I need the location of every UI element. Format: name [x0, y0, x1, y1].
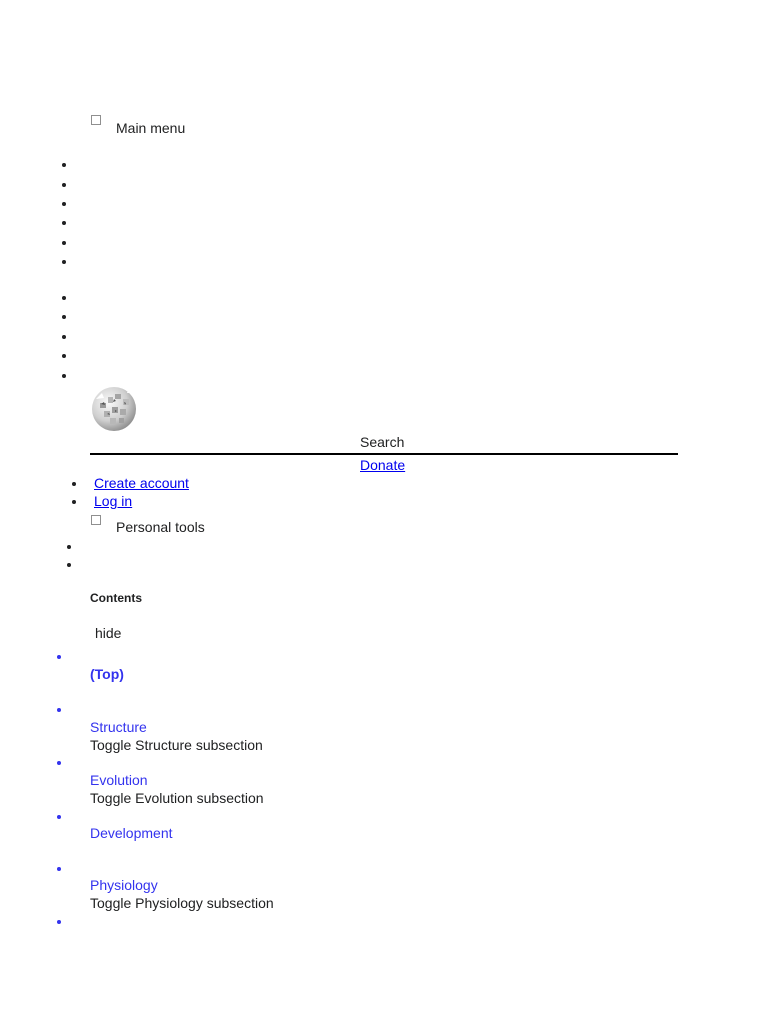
main-menu-list-item [62, 296, 66, 300]
toc-toggle-evolution[interactable]: Toggle Evolution subsection [90, 790, 264, 806]
main-menu-list-item [62, 241, 66, 245]
main-menu-list-item [62, 202, 66, 206]
toc-bullet [57, 708, 61, 712]
toc-item-development[interactable]: Development [90, 825, 173, 841]
toc-bullet [57, 815, 61, 819]
personal-tools-list-item [67, 563, 71, 567]
main-menu-list-item [62, 374, 66, 378]
search-label[interactable]: Search [360, 434, 405, 450]
main-menu-list-item [62, 354, 66, 358]
contents-heading: Contents [90, 591, 142, 605]
toc-item-structure[interactable]: Structure [90, 719, 147, 735]
main-menu-checkbox[interactable] [91, 115, 101, 125]
main-menu-list-item [62, 260, 66, 264]
main-menu-list-item [62, 183, 66, 187]
main-menu-list-item [62, 335, 66, 339]
main-menu-list-item [62, 163, 66, 167]
log-in-link[interactable]: Log in [94, 493, 133, 509]
toc-bullet [57, 920, 61, 924]
main-menu-list-item [62, 315, 66, 319]
toc-bullet [57, 761, 61, 765]
personal-tools-label[interactable]: Personal tools [116, 519, 205, 535]
toc-item-top[interactable]: (Top) [90, 666, 124, 682]
toc-item-physiology[interactable]: Physiology [90, 877, 158, 893]
contents-hide-button[interactable]: hide [95, 625, 122, 641]
account-list-bullet [72, 482, 76, 486]
donate-link[interactable]: Donate [360, 457, 406, 473]
toc-bullet [57, 867, 61, 871]
search-divider [90, 453, 678, 455]
main-menu-label[interactable]: Main menu [116, 120, 186, 136]
wikipedia-globe-icon[interactable] [90, 385, 138, 433]
create-account-link[interactable]: Create account [94, 475, 189, 491]
toc-bullet [57, 655, 61, 659]
toc-toggle-physiology[interactable]: Toggle Physiology subsection [90, 895, 274, 911]
toc-toggle-structure[interactable]: Toggle Structure subsection [90, 737, 263, 753]
account-list-bullet [72, 500, 76, 504]
toc-item-evolution[interactable]: Evolution [90, 772, 148, 788]
main-menu-list-item [62, 221, 66, 225]
personal-tools-list-item [67, 545, 71, 549]
personal-tools-checkbox[interactable] [91, 515, 101, 525]
